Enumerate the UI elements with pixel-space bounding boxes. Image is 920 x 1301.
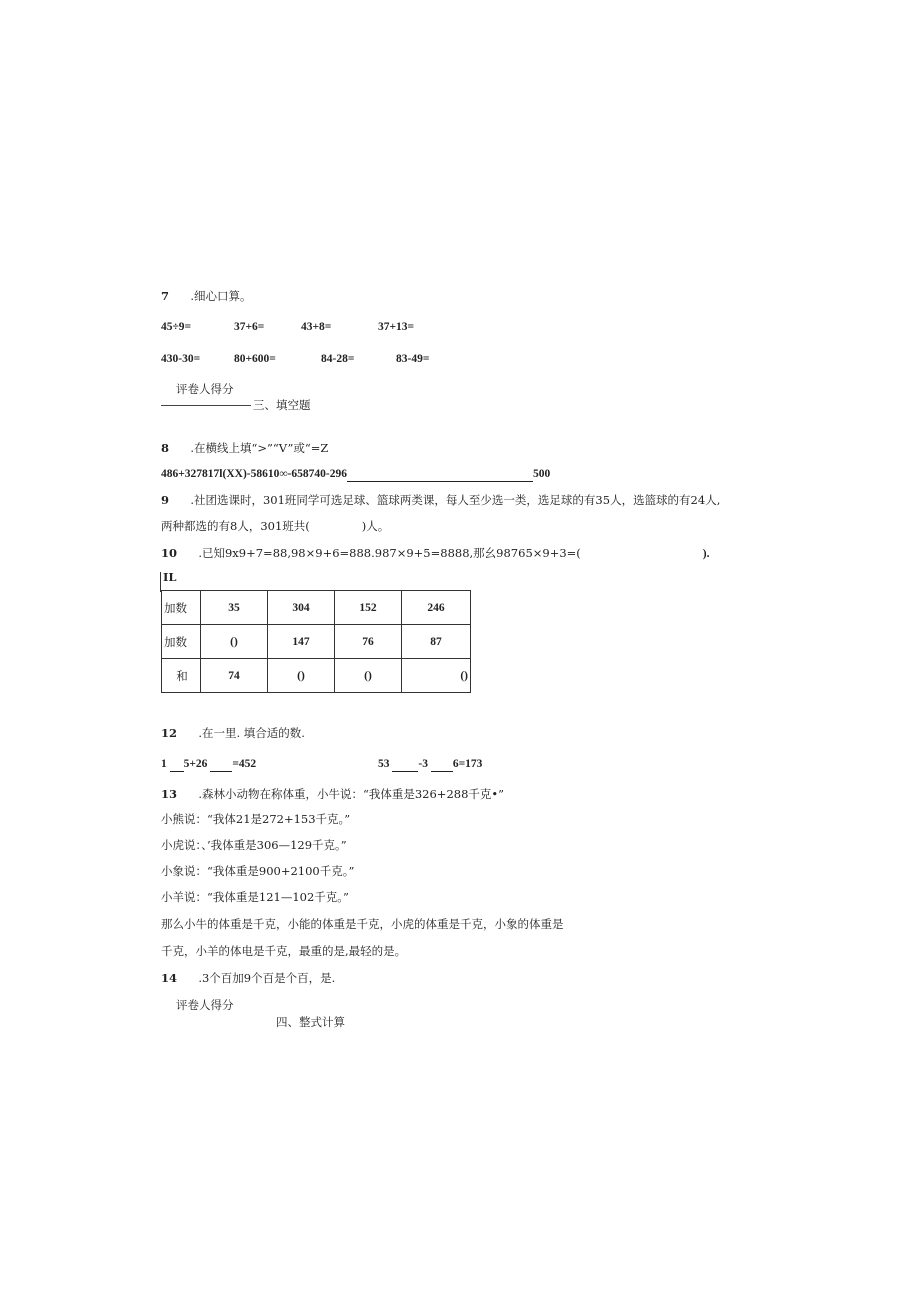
- q13-line-4: 小象说：“我体重是900+2100千克。”: [161, 864, 355, 878]
- row-label: 和: [162, 659, 201, 693]
- q11-mark: IL: [163, 570, 177, 584]
- q13-line-3: 小虎说：、’我体重是306—129千克。”: [161, 838, 347, 852]
- q12-a-blank-2[interactable]: [210, 757, 232, 772]
- q12-b-blank-1[interactable]: [392, 757, 418, 772]
- q8-header: [161, 441, 328, 455]
- table-row: [162, 659, 471, 693]
- row-label: 加数: [162, 625, 201, 659]
- row-label: 加数: [162, 591, 201, 625]
- q12-equation-b: [378, 757, 482, 772]
- answer-cell[interactable]: (): [335, 659, 402, 693]
- q10-answer-space[interactable]: [581, 546, 703, 560]
- q9-text-2b: )人。: [361, 519, 390, 533]
- q9-text-2a: 两种都选的有8人，301班共(: [161, 519, 310, 533]
- q14-line: [161, 971, 335, 985]
- grader-label-1: 评卷人得分: [176, 382, 234, 396]
- q8-title: .在横线上填“>”“V”或“=Z: [190, 441, 329, 455]
- table-row: [162, 625, 471, 659]
- q7-header: [161, 289, 251, 303]
- q9-line-1: [161, 493, 720, 507]
- q12-a-part-3: =452: [232, 758, 257, 770]
- q7-item-2: 37+6=: [234, 321, 265, 333]
- table-cell: 76: [335, 625, 402, 659]
- q13-number: 13: [161, 787, 178, 801]
- q12-header: [161, 726, 305, 740]
- answer-cell[interactable]: (): [402, 659, 471, 693]
- q7-item-7: 84-28=: [321, 353, 355, 365]
- q9-number: 9: [161, 493, 170, 507]
- q14-text: .3个百加9个百是个百，是.: [198, 971, 336, 985]
- q14-number: 14: [161, 971, 178, 985]
- q11-margin-bar: [160, 572, 161, 592]
- q12-a-blank-1[interactable]: [170, 757, 184, 772]
- q10-end: ).: [702, 548, 710, 560]
- table-cell: 152: [335, 591, 402, 625]
- table-cell: 246: [402, 591, 471, 625]
- q12-b-part-2: -3: [418, 758, 428, 770]
- q12-number: 12: [161, 726, 178, 740]
- q7-item-6: 80+600=: [234, 353, 276, 365]
- q12-equation-a: [161, 757, 256, 772]
- q8-answer-blank[interactable]: [347, 467, 533, 482]
- section-3-heading: [161, 398, 311, 412]
- q9-answer-space[interactable]: [310, 519, 362, 533]
- q12-b-blank-2[interactable]: [431, 757, 453, 772]
- q8-end: 500: [532, 468, 551, 480]
- q12-a-part-2: 5+26: [183, 758, 208, 770]
- q7-number: 7: [161, 289, 170, 303]
- q13-line-7: 千克，小羊的体电是千克，最重的是,最轻的是。: [161, 944, 407, 958]
- q8-expression-row: [161, 467, 550, 482]
- q10-line: [161, 546, 710, 561]
- table-cell: 87: [402, 625, 471, 659]
- q9-line-2: [161, 519, 389, 533]
- q10-text: .已知9x9+7=88,98×9+6=888.987×9+5=8888,那幺98765×9+3=(: [198, 546, 581, 560]
- section-4-title: 四、整式计算: [276, 1015, 345, 1029]
- q7-item-1: 45÷9=: [161, 321, 192, 333]
- table-cell: 35: [201, 591, 268, 625]
- answer-cell[interactable]: (): [268, 659, 335, 693]
- q7-item-3: 43+8=: [301, 321, 332, 333]
- q8-number: 8: [161, 441, 170, 455]
- q7-title: .细心口算。: [190, 289, 252, 303]
- q10-number: 10: [161, 546, 178, 560]
- answer-cell[interactable]: (): [201, 625, 268, 659]
- table-row: [162, 591, 471, 625]
- q12-b-part-1: 53: [378, 758, 390, 770]
- q7-item-4: 37+13=: [378, 321, 415, 333]
- grader-label-2: 评卷人得分: [176, 998, 234, 1012]
- q12-title: .在一里. 填合适的数.: [198, 726, 305, 740]
- q7-item-5: 430-30=: [161, 353, 201, 365]
- q12-a-part-1: 1: [161, 758, 167, 770]
- separator-line: [161, 405, 251, 406]
- table-cell: 147: [268, 625, 335, 659]
- q13-line-6: 那么小牛的体重是千克，小能的体重是千克，小虎的体重是千克，小象的体重是: [161, 917, 564, 931]
- q13-text-1: .森林小动物在称体重，小牛说：“我体重是326+288千克•”: [198, 787, 505, 801]
- table-cell: 304: [268, 591, 335, 625]
- q13-line-2: 小熊说：“我体21是272+153千克。”: [161, 812, 351, 826]
- addition-table: [161, 590, 471, 693]
- table-cell: 74: [201, 659, 268, 693]
- q12-b-part-3: 6=173: [452, 758, 483, 770]
- q7-item-8: 83-49=: [396, 353, 430, 365]
- q13-line-1: [161, 787, 504, 801]
- section-3-title: 三、填空题: [253, 398, 311, 412]
- q13-line-5: 小羊说：“我体重是121—102千克。”: [161, 890, 349, 904]
- q9-text-1: .社团选课时，301班同学可选足球、篮球两类课，每人至少选一类，选足球的有35人，选篮球的有24人,: [190, 493, 721, 507]
- q8-expression: 486+327817l(XX)-58610∞-658740-296: [161, 468, 347, 480]
